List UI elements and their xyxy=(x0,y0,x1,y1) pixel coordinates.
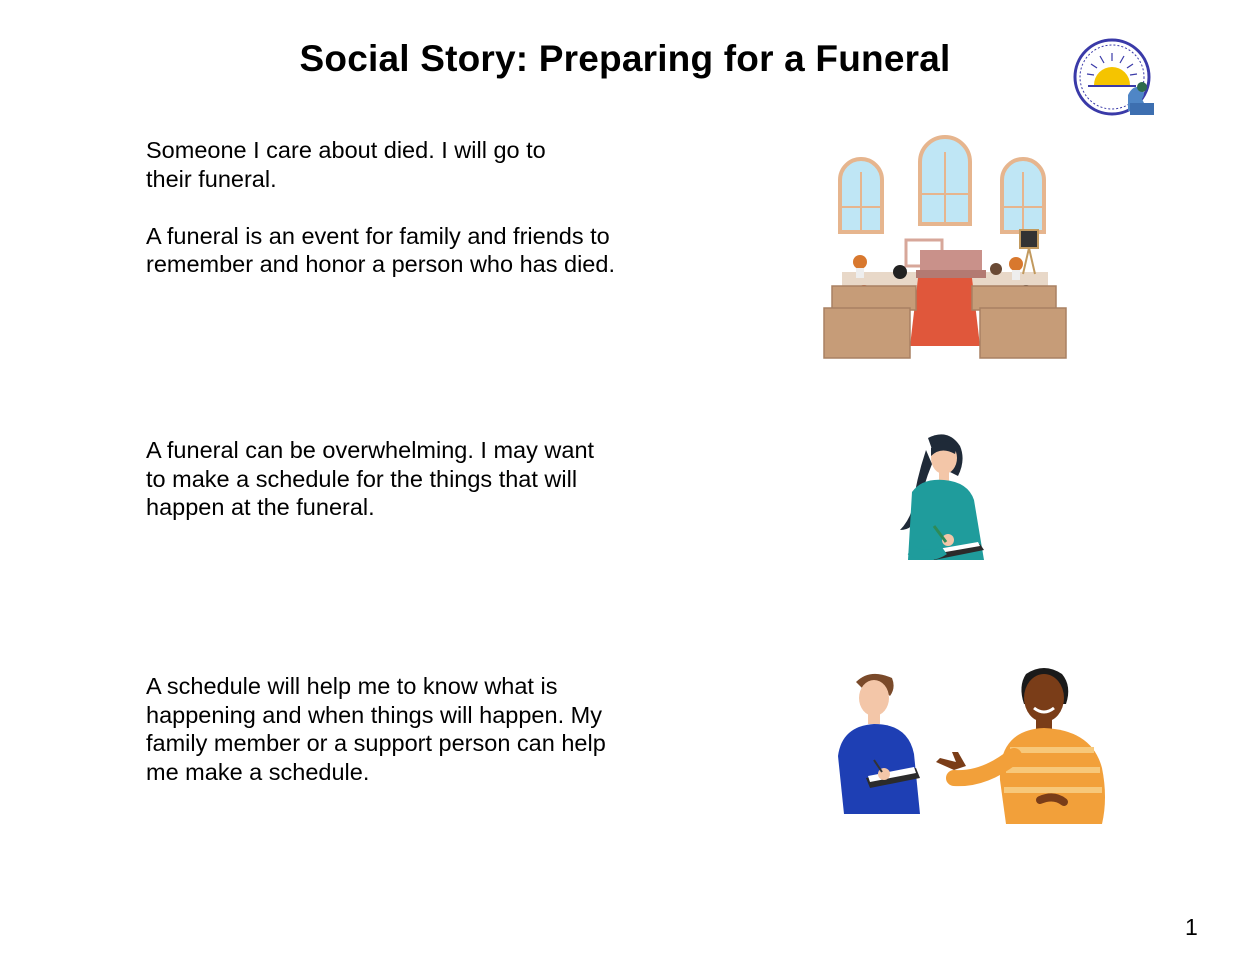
paragraph: A funeral can be overwhelming. I may want to make a schedule for the things that will happen at the funeral. xyxy=(146,437,595,520)
woman-writing-illustration-icon xyxy=(890,430,990,580)
page-title: Social Story: Preparing for a Funeral xyxy=(299,38,951,79)
section-2-text xyxy=(146,436,606,522)
paragraph: A schedule will help me to know what is happening and when things will happen. My family member or a support person can help me make a schedule. xyxy=(146,673,606,785)
paragraph: Someone I care about died. I will go to their funeral. xyxy=(146,137,546,192)
paragraph: A funeral is an event for family and friends to remember and honor a person who has died. xyxy=(146,222,615,277)
section-1-text xyxy=(146,136,646,279)
page-number: 1 xyxy=(1185,914,1198,940)
funeral-chapel-illustration-icon xyxy=(820,132,1070,362)
section-3-text xyxy=(146,672,626,786)
sunrise-hug-logo-icon xyxy=(1072,37,1160,121)
two-people-talking-illustration-icon xyxy=(830,660,1120,830)
